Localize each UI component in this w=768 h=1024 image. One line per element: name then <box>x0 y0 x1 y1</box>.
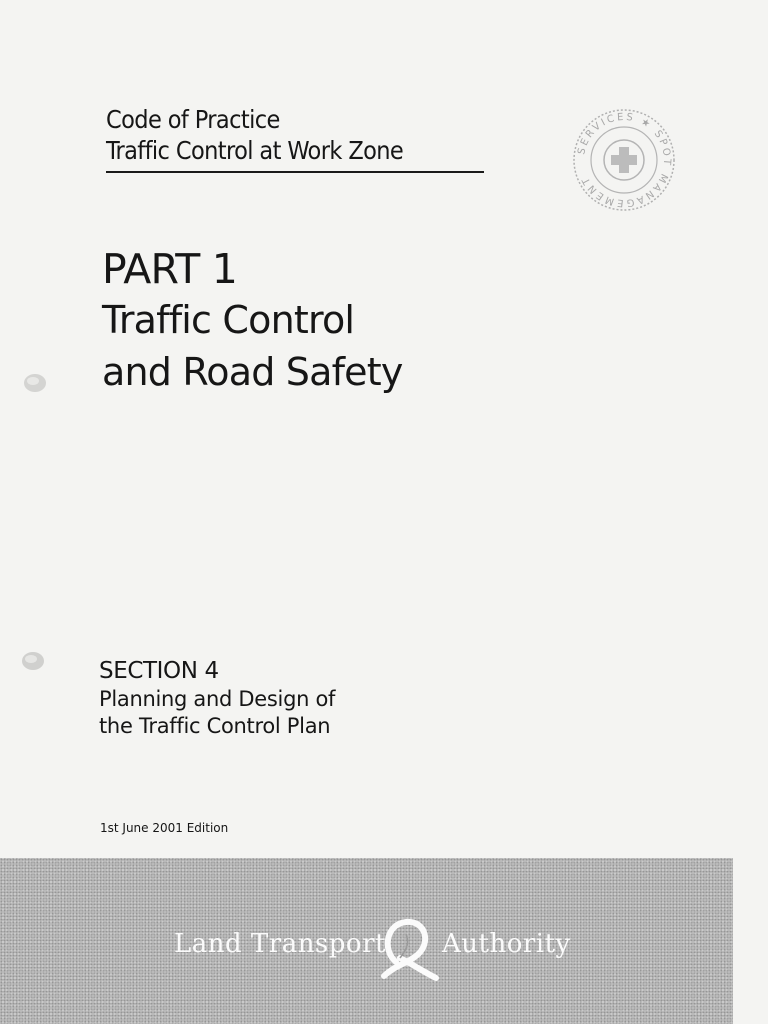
binder-hole-mark <box>20 370 50 396</box>
header-line-document-title: Traffic Control at Work Zone <box>106 136 404 165</box>
part-title-line-2: and Road Safety <box>102 350 403 394</box>
document-header <box>106 104 484 173</box>
services-stamp <box>568 104 680 216</box>
cross-emblem-icon <box>604 140 644 180</box>
part-heading <box>102 244 522 398</box>
ribbon-logo-icon <box>376 914 442 982</box>
section-heading <box>99 656 419 740</box>
header-divider <box>106 171 484 173</box>
binder-hole-mark <box>18 648 48 674</box>
section-title-line-1: Planning and Design of <box>99 687 336 711</box>
edition-date: 1st June 2001 Edition <box>100 821 229 835</box>
part-label: PART 1 <box>102 245 238 293</box>
part-title-line-1: Traffic Control <box>102 298 355 342</box>
header-line-code-of-practice: Code of Practice <box>106 105 280 134</box>
authority-name-right: Authority <box>442 929 571 959</box>
section-label: SECTION 4 <box>99 658 219 684</box>
stamp-text: SERVICES ★ SPOT MANAGEMENT <box>576 111 673 209</box>
section-title-line-2: the Traffic Control Plan <box>99 714 331 738</box>
authority-name-left: Land Transport <box>174 929 386 959</box>
